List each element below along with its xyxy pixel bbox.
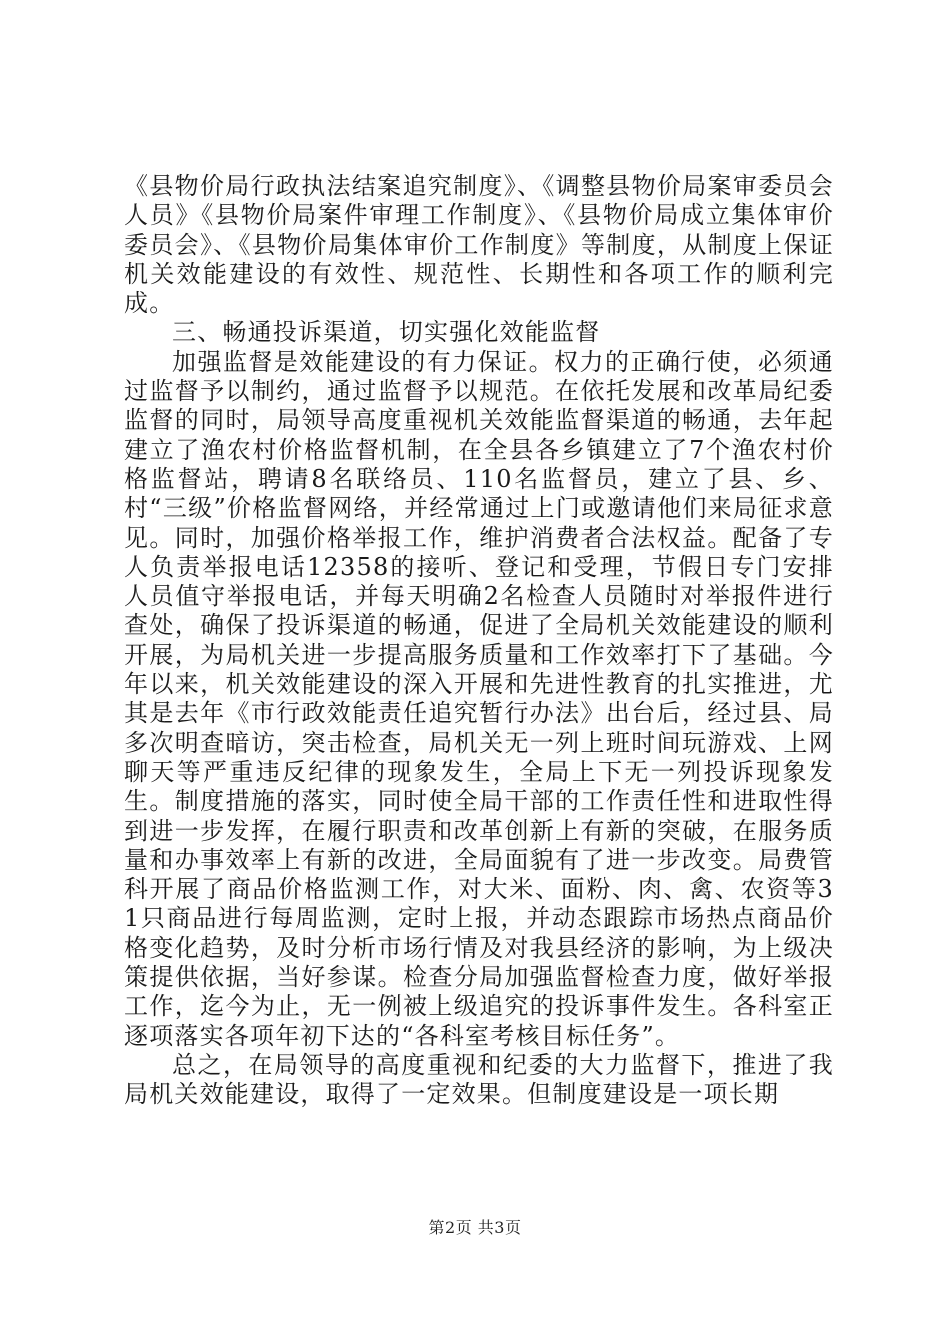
document-body bbox=[124, 172, 834, 1110]
page-footer: 第2页 共3页 bbox=[428, 1218, 522, 1237]
section-heading: 三、畅通投诉渠道，切实强化效能监督 bbox=[172, 318, 601, 347]
paragraph-summary: 总之，在局领导的高度重视和纪委的大力监督下，推进了我局机关效能建设，取得了一定效果。但制度建设是一项长期 bbox=[124, 1050, 834, 1109]
paragraph-supervision: 加强监督是效能建设的有力保证。权力的正确行使，必须通过监督予以制约，通过监督予以规范。在依托发展和改革局纪委监督的同时，局领导高度重视机关效能监督渠道的畅通，去年起建立了渔农村价格监督机制，在全县各乡镇建立了7个渔农村价格监督站，聘请8名联络员、110名监督员，建立了县、乡、村“三级”价格监督网络，并经常通过上门或邀请他们来局征求意见。同时，加强价格举报工作，维护消费者合法权益。配备了专人负责举报电话12358的接听、登记和受理，节假日专门安排人员值守举报电话，并每天明确2名检查人员随时对举报件进行查处，确保了投诉渠道的畅通，促进了全局机关效能建设的顺利开展，为局机关进一步提高服务质量和工作效率打下了基础。今年以来，机关效能建设的深入开展和先进性教育的扎实推进，尤其是去年《市行政效能责任追究暂行办法》出台后，经过县、局多次明查暗访，突击检查，局机关无一列上班时间玩游戏、上网聊天等严重违反纪律的现象发生，全局上下无一列投诉现象发生。制度措施的落实，同时使全局干部的工作责任性和进取性得到进一步发挥，在履行职责和改革创新上有新的突破，在服务质量和办事效率上有新的改进，全局面貌有了进一步改变。局费管科开展了商品价格监测工作，对大米、面粉、肉、禽、农资等31只商品进行每周监测，定时上报，并动态跟踪市场热点商品价格变化趋势，及时分析市场行情及对我县经济的影响，为上级决策提供依据，当好参谋。检查分局加强监督检查力度，做好举报工作，迄今为止，无一例被上级追究的投诉事件发生。各科室正逐项落实各项年初下达的“各科室考核目标任务”。 bbox=[124, 347, 834, 1050]
paragraph-continuation: 《县物价局行政执法结案追究制度》、《调整县物价局案审委员会人员》《县物价局案件审理工作制度》、《县物价局成立集体审价委员会》、《县物价局集体审价工作制度》等制度，从制度上保证机关效能建设的有效性、规范性、长期性和各项工作的顺利完成。 bbox=[124, 172, 834, 318]
